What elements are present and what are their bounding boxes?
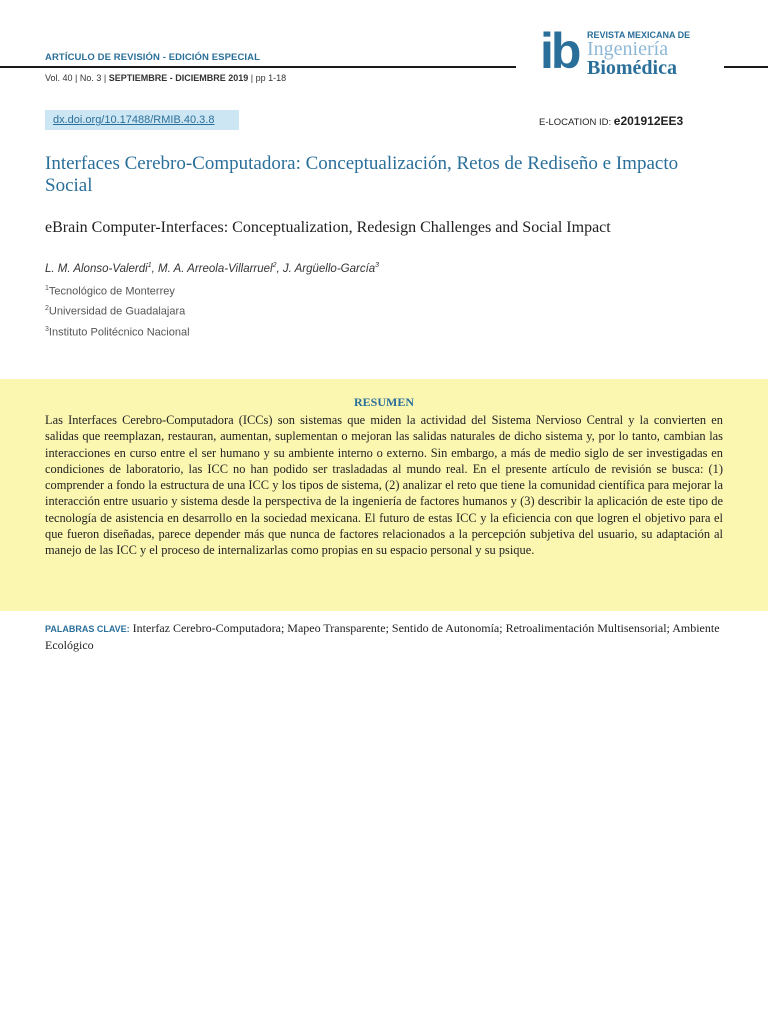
title-spanish: Interfaces Cerebro-Computadora: Conceptualización, Retos de Rediseño e Impacto Social <box>45 153 679 196</box>
author-list: L. M. Alonso-Valerdi$^1$, M. A. Arreola-Villarruel$^2$, J. Argüello-García$^3$ <box>45 262 380 275</box>
header-rule-left <box>0 66 516 68</box>
doi-link[interactable]: dx.doi.org/10.17488/RMIB.40.3.8 <box>45 110 239 130</box>
author-name: J. Argüello-García <box>282 262 376 275</box>
keywords <box>45 620 725 653</box>
affiliation: $^1$Tecnológico de Monterrey <box>45 285 175 298</box>
volume-number: Vol. 40 | No. 3 | <box>45 73 107 83</box>
elocation-label: E-LOCATION ID: <box>539 117 612 128</box>
author-sup: 3 <box>375 262 380 269</box>
elocation-id <box>539 114 683 128</box>
volume-line <box>45 73 286 83</box>
abstract-heading: RESUMEN <box>353 395 414 409</box>
logo-line3: Biomédica <box>587 57 677 79</box>
page-range: | pp 1-18 <box>250 73 287 83</box>
section-label: ARTÍCULO DE REVISIÓN - EDICIÓN ESPECIAL <box>45 52 261 63</box>
logo-line1: REVISTA MEXICANA DE <box>587 30 691 40</box>
affiliation: $^2$Universidad de Guadalajara <box>45 305 186 318</box>
affiliation: $^3$Instituto Politécnico Nacional <box>45 326 190 339</box>
author-sup: 2 <box>272 262 277 269</box>
title-english: eBrain Computer-Interfaces: Conceptualization, Redesign Challenges and Social Impact <box>45 219 611 236</box>
keywords-label: PALABRAS CLAVE: <box>45 624 130 634</box>
issue-period: SEPTIEMBRE - DICIEMBRE 2019 <box>108 73 249 83</box>
logo-mark: ib <box>540 23 579 79</box>
author-name: L. M. Alonso-Valerdi <box>45 262 148 275</box>
abstract-text: Las Interfaces Cerebro-Computadora (ICCs) son sistemas que miden la actividad del Sistema Nervioso Central y la convierten en salidas que reemplazan, restauran, aumentan, suplementan o mejoran las salidas naturales de dicho sistema y, por lo tanto, cambian las interacciones en curso entre el ser humano y su ambiente interno o externo. Sin embargo, a más de medio siglo de ser investigadas en condiciones de laboratorio, las ICC no han podido ser trasladadas al mundo real. En el presente artículo de revisión se busca: (1) comprender a fondo la estructura de una ICC y los tipos de sistema, (2) analizar el reto que tiene la comunidad científica para mejorar la interacción entre usuario y sistema desde la perspectiva de la ingeniería de factores humanos y (3) describir la aplicación de este tipo de tecnología de asistencia en desarrollo en la sociedad mexicana. El futuro de estas ICC y la eficiencia con que logren el objetivo para el que fueron diseñadas, parece depender más que nunca de factores relacionados a la percepción subjetiva del usuario, su adaptación al manejo de las ICC y el proceso de internalizarlas como propias en su espacio personal y su psique. <box>45 413 723 558</box>
logo-line2: Ingeniería <box>587 38 669 60</box>
keywords-text: Interfaz Cerebro-Computadora; Mapeo Transparente; Sentido de Autonomía; Retroalimentación Multisensorial; Ambiente Ecológico <box>45 621 720 652</box>
elocation-value: e201912EE3 <box>613 114 684 128</box>
author-name: M. A. Arreola-Villarruel <box>158 262 273 275</box>
author-sup: 1 <box>147 262 152 269</box>
header-rule-right <box>724 66 768 68</box>
journal-logo <box>540 23 715 80</box>
